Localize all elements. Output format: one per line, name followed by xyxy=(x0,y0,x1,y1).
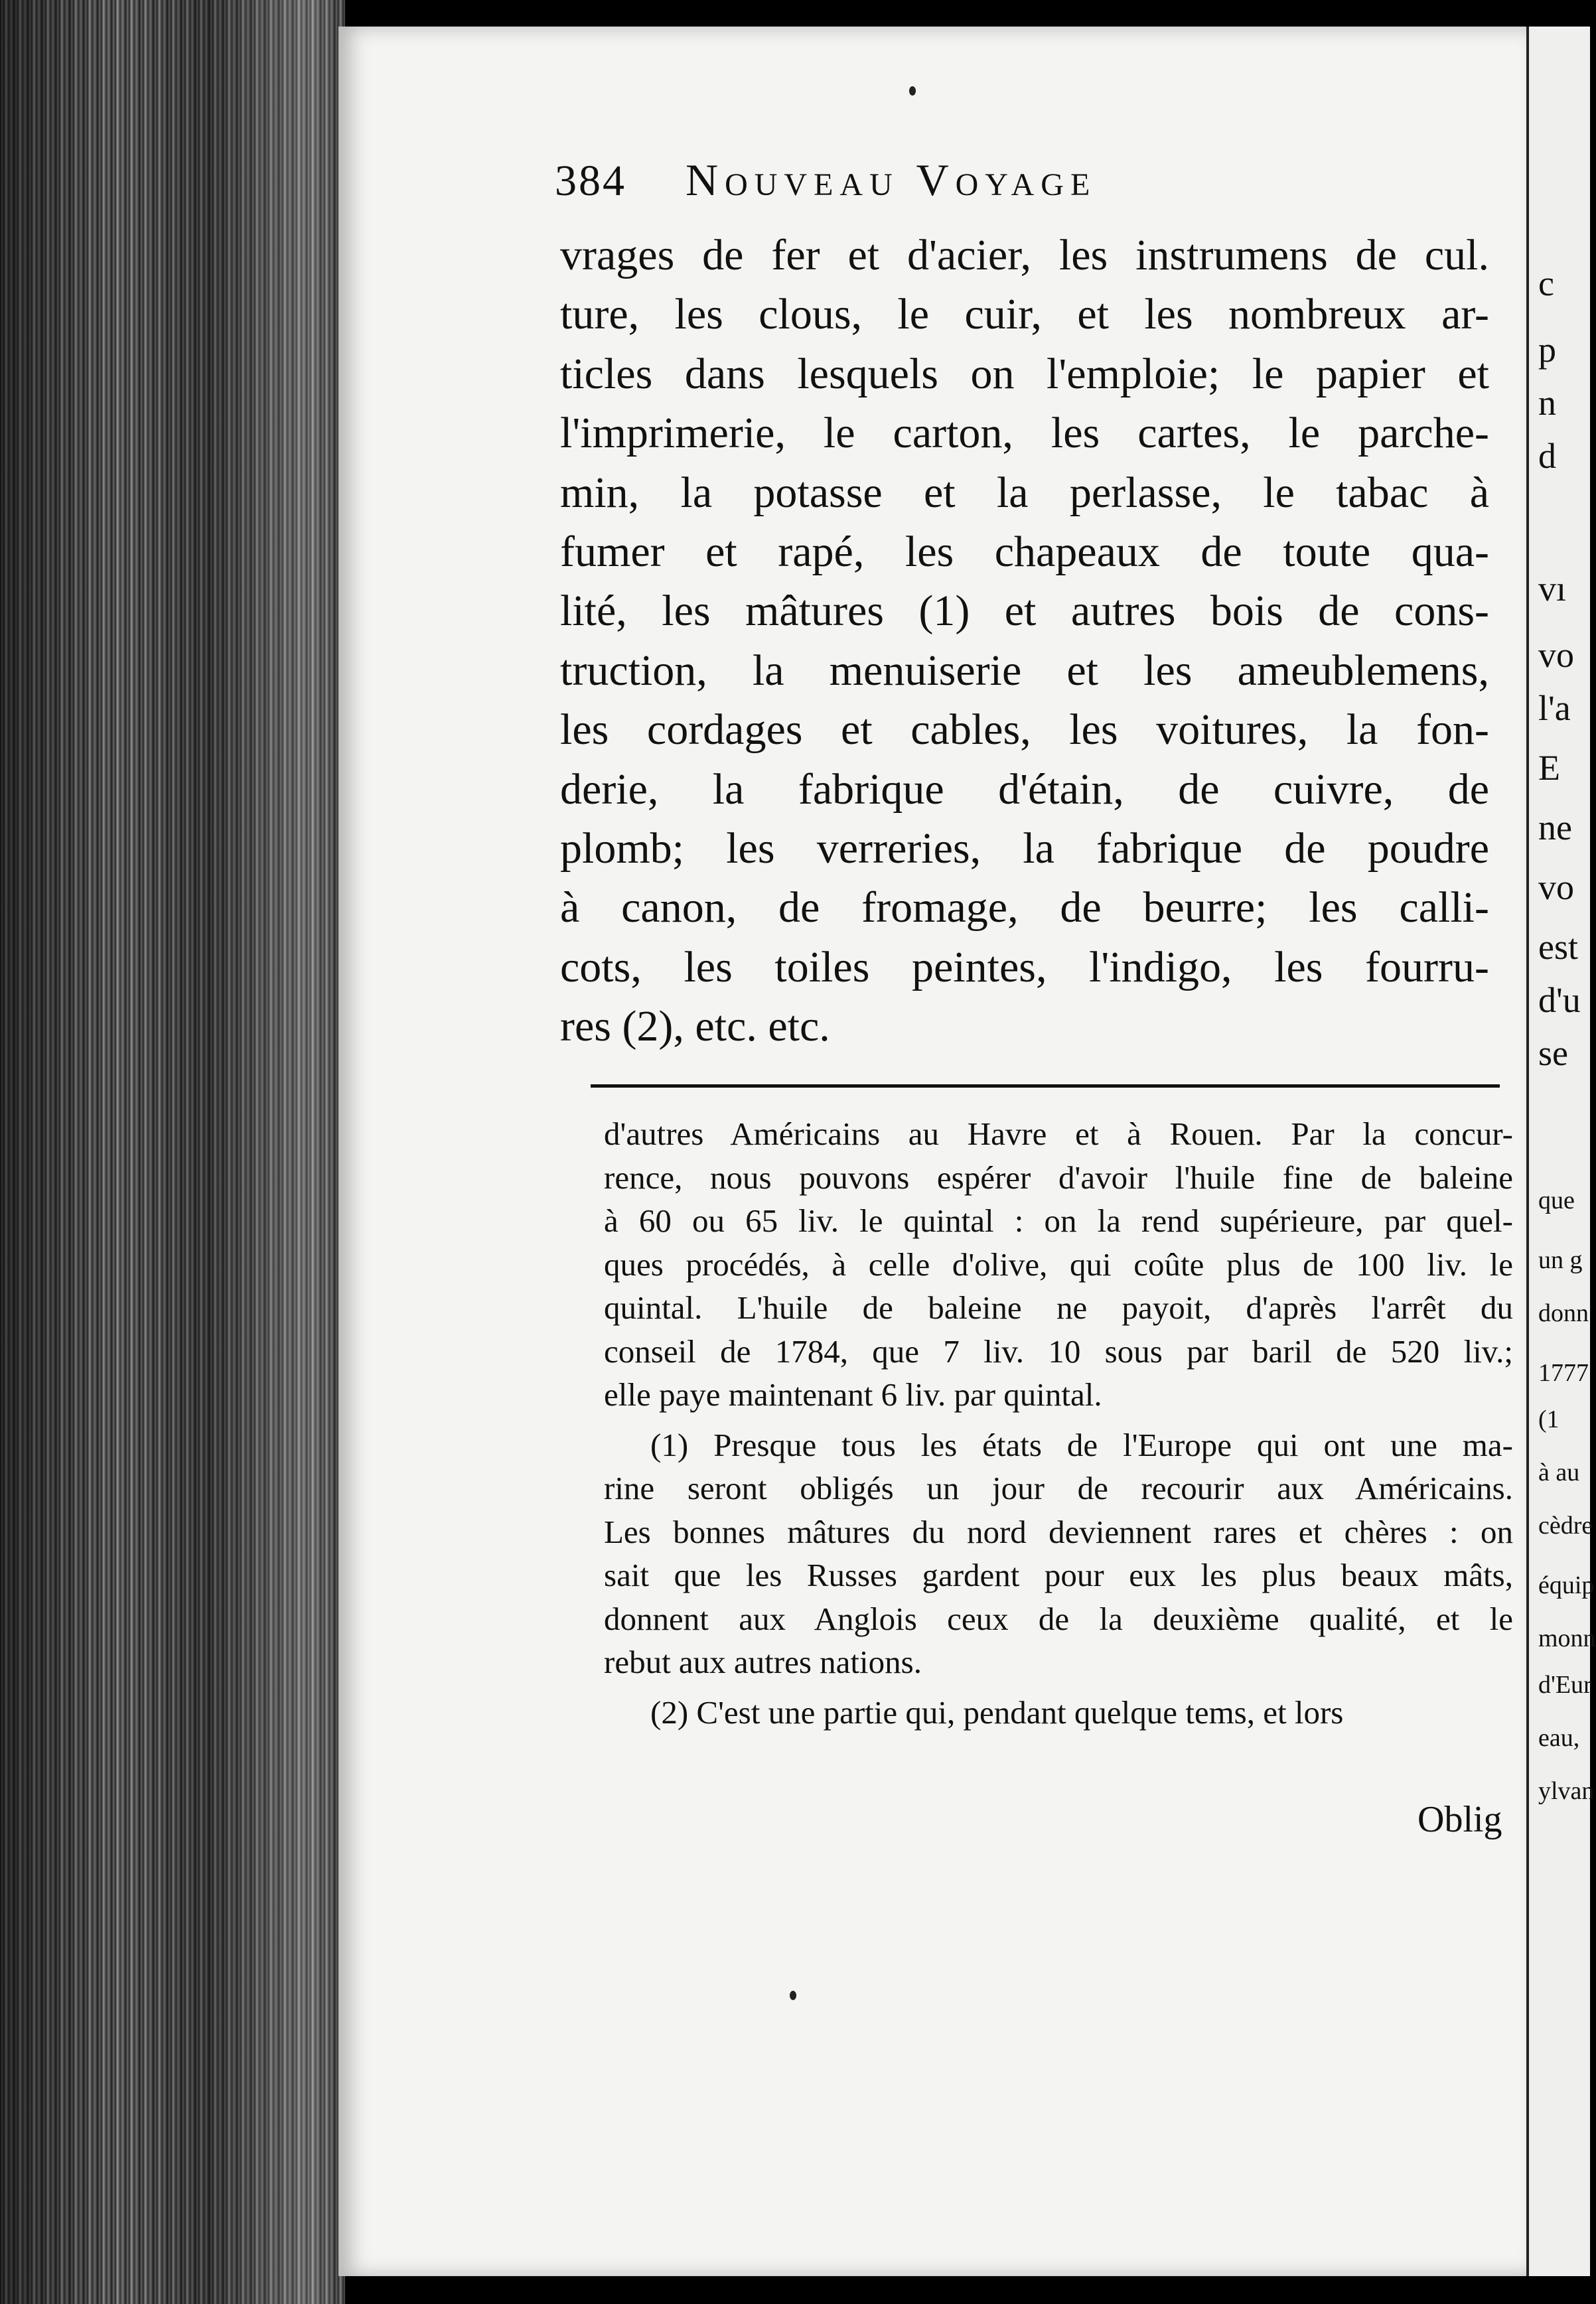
footnote-line: rebut aux autres nations. xyxy=(604,1644,922,1680)
body-text-line: truction, la menuiserie et les ameublemens, xyxy=(560,646,1489,695)
body-text-line: res (2), etc. etc. xyxy=(560,1002,830,1051)
footnotes xyxy=(604,1112,1513,1734)
facing-page-fragment: à au xyxy=(1538,1459,1580,1486)
page-edge-shadow xyxy=(0,0,345,2304)
footnote-line: à 60 ou 65 liv. le quintal : on la rend supérieure, par quel- xyxy=(604,1202,1513,1239)
facing-page-fragment: vı xyxy=(1538,569,1567,609)
catchword: Oblig xyxy=(1417,1799,1502,1840)
body-text-line: ture, les clous, le cuir, et les nombreux ar- xyxy=(560,290,1489,339)
body-text-line: ticles dans lesquels on l'emploie; le papier et xyxy=(560,349,1489,398)
footnote-line: ques procédés, à celle d'olive, qui coûte plus de 100 liv. le xyxy=(604,1246,1513,1283)
footnote-line: conseil de 1784, que 7 liv. 10 sous par baril de 520 liv.; xyxy=(604,1332,1513,1370)
facing-page-fragment: vo xyxy=(1538,867,1574,907)
footnote-line: sait que les Russes gardent pour eux les plus beaux mâts, xyxy=(604,1557,1513,1593)
facing-page-fragment: vo xyxy=(1538,635,1574,675)
footnote-line: (2) C'est une partie qui, pendant quelque tems, et lors xyxy=(650,1693,1344,1731)
footnote-line: elle paye maintenant 6 liv. par quintal. xyxy=(604,1376,1102,1413)
facing-page-fragment: un g xyxy=(1538,1246,1583,1274)
facing-page-fragment: se xyxy=(1538,1033,1568,1073)
footnote-rule xyxy=(591,1084,1500,1088)
facing-page-fragment: donn xyxy=(1538,1299,1589,1327)
facing-page-fragment: l'a xyxy=(1538,688,1571,728)
facing-page-fragment: d'u xyxy=(1538,980,1581,1020)
footnote-gap xyxy=(604,1684,1513,1691)
footnote-line: d'autres Américains au Havre et à Rouen. Par la concur- xyxy=(604,1116,1513,1152)
body-text-line: les cordages et cables, les voitures, la fon- xyxy=(560,705,1489,755)
footnote-line: donnent aux Anglois ceux de la deuxième qualité, et le xyxy=(604,1600,1513,1637)
print-speck xyxy=(790,1991,796,2000)
running-header xyxy=(555,154,1096,206)
facing-page-fragment: d'Eur xyxy=(1538,1671,1592,1699)
footnote-line: rine seront obligés un jour de recourir aux Américains. xyxy=(604,1470,1513,1506)
footnote-gap xyxy=(604,1417,1513,1423)
body-text-line: lité, les mâtures (1) et autres bois de cons- xyxy=(560,587,1489,636)
body-text-line: plomb; les verreries, la fabrique de poudre xyxy=(560,824,1489,873)
body-text-line: l'imprimerie, le carton, les cartes, le parche- xyxy=(560,409,1489,458)
facing-page-fragment: ne xyxy=(1538,808,1572,847)
body-text-line: vrages de fer et d'acier, les instrumens de cul. xyxy=(560,231,1489,279)
page-number: 384 xyxy=(555,157,626,205)
body-text-line: cots, les toiles peintes, l'indigo, les fourru- xyxy=(560,942,1489,991)
running-title: Nouveau Voyage xyxy=(686,155,1097,205)
footnote-line: quintal. L'huile de baleine ne payoit, d'après l'arrêt du xyxy=(604,1289,1513,1326)
body-text-line: derie, la fabrique d'étain, de cuivre, de xyxy=(560,764,1489,814)
print-speck xyxy=(909,86,916,96)
facing-page-fragment: (1 xyxy=(1538,1405,1560,1433)
body-text-line: fumer et rapé, les chapeaux de toute qua- xyxy=(560,527,1489,576)
body-text-line: min, la potasse et la perlasse, le tabac à xyxy=(560,468,1489,517)
facing-page-strip xyxy=(1526,27,1596,2276)
facing-page-fragment: p xyxy=(1538,330,1556,370)
facing-page-fragment: 1777 xyxy=(1538,1359,1589,1387)
main-body-text xyxy=(560,226,1489,1056)
facing-page-fragment: ylvan xyxy=(1538,1777,1595,1805)
body-text-line: à canon, de fromage, de beurre; les calli- xyxy=(560,883,1489,932)
footnote-line: rence, nous pouvons espérer d'avoir l'huile fine de baleine xyxy=(604,1159,1513,1196)
facing-page-fragment: cèdre xyxy=(1538,1512,1593,1540)
facing-page-fragment: c xyxy=(1538,263,1554,303)
footnote-line: (1) Presque tous les états de l'Europe qui ont une ma- xyxy=(650,1426,1513,1463)
facing-page-fragment: que xyxy=(1538,1187,1575,1214)
facing-page-fragment: est xyxy=(1538,927,1578,967)
facing-page-fragment: monn xyxy=(1538,1624,1596,1652)
facing-page-fragment: E xyxy=(1538,748,1560,788)
facing-page-fragment: équip xyxy=(1538,1571,1595,1599)
facing-page-fragment: eau, xyxy=(1538,1724,1580,1752)
footnote-line: Les bonnes mâtures du nord deviennent rares et chères : on xyxy=(604,1513,1513,1550)
facing-page-fragment: d xyxy=(1538,436,1556,476)
facing-page-fragment: n xyxy=(1538,383,1556,423)
